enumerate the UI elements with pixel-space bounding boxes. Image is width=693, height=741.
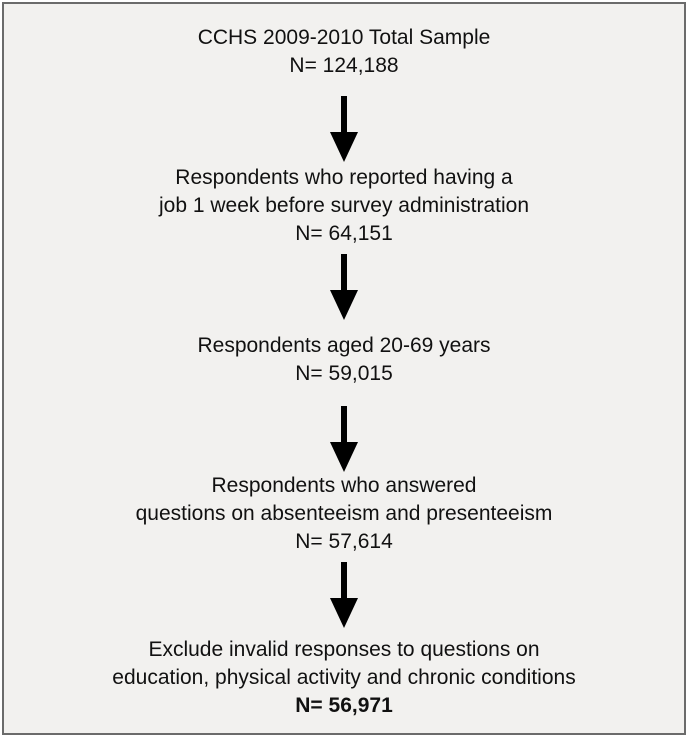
step-label: Respondents aged 20-69 years xyxy=(197,334,491,357)
down-arrow-icon xyxy=(328,96,360,162)
step-label: CCHS 2009-2010 Total Sample xyxy=(197,26,491,49)
step-employed xyxy=(4,164,684,248)
step-final-sample xyxy=(4,636,684,720)
step-label: job 1 week before survey administration xyxy=(158,194,530,217)
step-label: Exclude invalid responses to questions on xyxy=(148,638,540,661)
down-arrow-icon xyxy=(328,562,360,628)
flowchart-frame xyxy=(2,2,686,735)
down-arrow-icon xyxy=(328,406,360,472)
final-count: N= 56,971 xyxy=(295,694,393,717)
step-count: N= 124,188 xyxy=(289,54,399,77)
step-label: Respondents who reported having a xyxy=(175,166,513,189)
step-answered xyxy=(4,472,684,556)
step-total-sample xyxy=(4,24,684,80)
step-label: Respondents who answered xyxy=(211,474,477,497)
step-count: N= 59,015 xyxy=(295,362,393,385)
step-count: N= 57,614 xyxy=(295,530,393,553)
down-arrow-icon xyxy=(328,254,360,320)
step-label: education, physical activity and chronic conditions xyxy=(112,666,576,689)
step-count: N= 64,151 xyxy=(295,222,393,245)
step-label: questions on absenteeism and presenteeism xyxy=(135,502,553,525)
step-age xyxy=(4,332,684,388)
